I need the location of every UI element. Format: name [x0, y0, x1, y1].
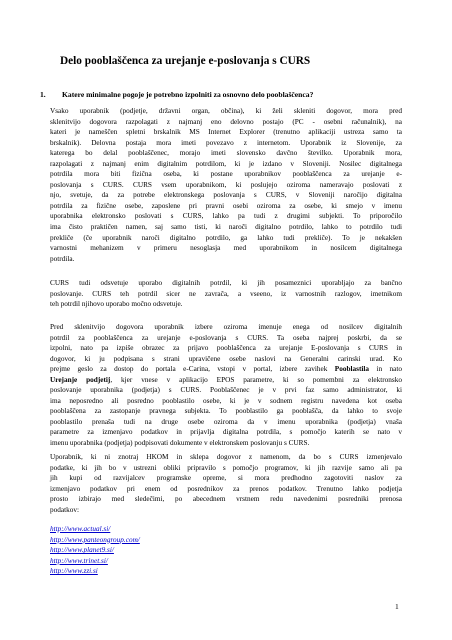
- paragraph-line: kateri je nameščen spletni brskalnik MS Internet Explorer (trenutno aplikaciji ustreza samo ta: [50, 128, 402, 137]
- section-number: 1.: [40, 90, 46, 99]
- paragraph-line: podatke, ki jih bo v ustrezni obliki pripravilo s pomočjo programov, ki jih razvije samo ali pa: [50, 463, 402, 472]
- paragraph-line: sklenitvijo dogovora razpolagati z najmanj eno delovno postajo (PC - osebni računalnik), na: [50, 117, 402, 126]
- section-heading-text: Katere minimalne pogoje je potrebno izpolniti za osnovno delo pooblaščenca?: [62, 90, 314, 99]
- paragraph-intermediaries: [50, 452, 402, 515]
- paragraph-line: izpolni, nato pa izpiše obrazec za prijavo pooblaščenca za urejanje E-poslovanja s CURS in: [50, 344, 402, 353]
- paragraph-line: potrdila.: [50, 254, 75, 263]
- paragraph-line: potrdil za pooblaščenca za urejanje e-poslovanja s CURS. Ta oseba najprej poskrbi, da se: [50, 333, 402, 342]
- paragraph-line: Uporabnik, ki ni znotraj HKOM in sklepa dogovor z namenom, da bo s CURS izmenjevalo: [50, 453, 402, 461]
- paragraph-line: prosto izbirajo med sledečimi, po abecednem vrstnem redu navedenimi posredniki prenosa: [50, 495, 402, 504]
- paragraph-line: dogovor, ki ju podpisana s strani upravičene osebe naslovi na Generalni carinski urad. Ko: [50, 354, 402, 363]
- paragraph-line: imenu uporabnika (podjetja) podpisovati dokumente v elektronskem poslovanju s CURS.: [50, 439, 310, 448]
- paragraph-line: ima čisto praktičen namen, saj samo tisti, ki naroči digitalno potrdilo, lahko to potrdilo tudi: [50, 223, 402, 232]
- intermediary-links: [50, 524, 140, 577]
- paragraph-line: katerega bo delal pooblaščenec, morajo imeti slovensko davčno številko. Uporabnik mora,: [50, 149, 402, 158]
- pooblastila-tab-ref: Pooblastila: [334, 365, 370, 374]
- paragraph-line: jih kupi od razvijalcev programske opreme, si mora predhodno zagotoviti naslov za: [50, 474, 402, 483]
- paragraph-line: parametre za izmenjavo podatkov in prijavlja digitalna potrdila, s pomočjo katerih se nato v: [50, 428, 402, 437]
- paragraph-line: brskalnik). Delovna postaja mora imeti povezavo z internetom. Uporabnik iz Slovenije, za: [50, 138, 402, 147]
- paragraph-line: pooblastilo prenaša tudi na druge osebe oziroma da v imenu uporabnika (podjetja) vnaša: [50, 417, 402, 426]
- urejanje-podjetij-ref: Urejanje podjetij: [50, 375, 111, 384]
- link-trinet[interactable]: http://www.trinet.si/: [50, 556, 108, 565]
- paragraph-line: razpolagati z najmanj enim digitalnim potrdilom, ki je izdano v Sloveniji. Nosilec digitalnega: [50, 159, 402, 168]
- paragraph-line: CURS tudi odsvetuje uporabo digitalnih potrdil, ki jih posameznici uporabljajo za bančno: [50, 279, 402, 287]
- paragraph-line: podatkov:: [50, 505, 79, 514]
- paragraph-line: varnostni mehanizem v primeru nesoglasja med uporabnikom in nosilcem digitalnega: [50, 244, 402, 253]
- paragraph-line: poslovanje. CURS teh potrdil sicer ne zavrača, a vseeno, iz varnostnih razlogov, imetnikom: [50, 289, 402, 298]
- paragraph-line: Urejanje podjetij, kjer vnese v aplikacijo EPOS parametre, ki so pomembni za elektronsko: [50, 375, 402, 384]
- link-zzi[interactable]: http://www.zzi.si: [50, 567, 98, 576]
- paragraph-agreement: [50, 322, 402, 449]
- link-actual[interactable]: http://www.actual.si/: [50, 525, 111, 533]
- link-panteongroup[interactable]: http://www.panteongroup.com/: [50, 535, 140, 544]
- link-planet9[interactable]: http://www.planet9.si/: [50, 546, 114, 555]
- paragraph-requirements: [50, 106, 402, 264]
- paragraph-line: poslovanje uporabnika (podjetja) s CURS. Pooblaščenec je v prvi faz samo administrator, ki: [50, 386, 402, 395]
- paragraph-line: Vsako uporabnik (podjetje, državni organ, občina), ki želi skleniti dogovor, mora pred: [50, 107, 402, 115]
- paragraph-line: prekliče (če uporabnik naroči digitalno potrdilo, ga lahko tudi prekliče). To je nekakšen: [50, 233, 402, 242]
- paragraph-line: prejme geslo za dostop do portala e-Carina, vstopi v portal, izbere zavihek Pooblastila in nato: [50, 365, 403, 374]
- paragraph-line: pooblaščena za zastopanje pravnega subjekta. To pooblastilo ga pooblašča, da lahko to svoje: [50, 407, 402, 416]
- paragraph-line: teh potrdil njihovo uporabo močno odsvetuje.: [50, 300, 183, 309]
- paragraph-line: uporabnika elektronsko poslovati s CURS, lahko pa tudi z drugimi subjekti. To priporočilo: [50, 212, 402, 221]
- paragraph-bank-certificates: [50, 278, 402, 310]
- page-number: 1: [395, 602, 399, 611]
- document-title: Delo pooblaščenca za urejanje e-poslovanja s CURS: [60, 55, 311, 67]
- paragraph-line: potrdila za fizične osebe, zaposlene pri pravni osebi oziroma za osebe, ki smejo v imenu: [50, 201, 402, 210]
- paragraph-line: poslovanja s CURS. CURS vsem uporabnikom, ki poslujejo oziroma nameravajo poslovati z: [50, 180, 402, 189]
- section-heading: [40, 90, 313, 100]
- paragraph-line: izmenjavo podatkov pri enem od posrednikov za prenos podatkov. Trenutno lahko podjetja: [50, 484, 402, 493]
- paragraph-line: potrdila mora biti fizična oseba, ki postane uporabnikov pooblaščenca za urejanje e-: [50, 170, 402, 179]
- paragraph-line: Pred sklenitvijo dogovora uporabnik izbere oziroma imenuje enega od nosilcev digitalnih: [50, 323, 402, 331]
- paragraph-line: ima neposredno ali posredno pooblastilo osebe, ki je v sodnem registru navedena kot oseba: [50, 396, 402, 405]
- paragraph-line: njo, svetuje, da za potrebe elektronskega poslovanja s CURS, v Sloveniji naročijo digitalna: [50, 191, 402, 200]
